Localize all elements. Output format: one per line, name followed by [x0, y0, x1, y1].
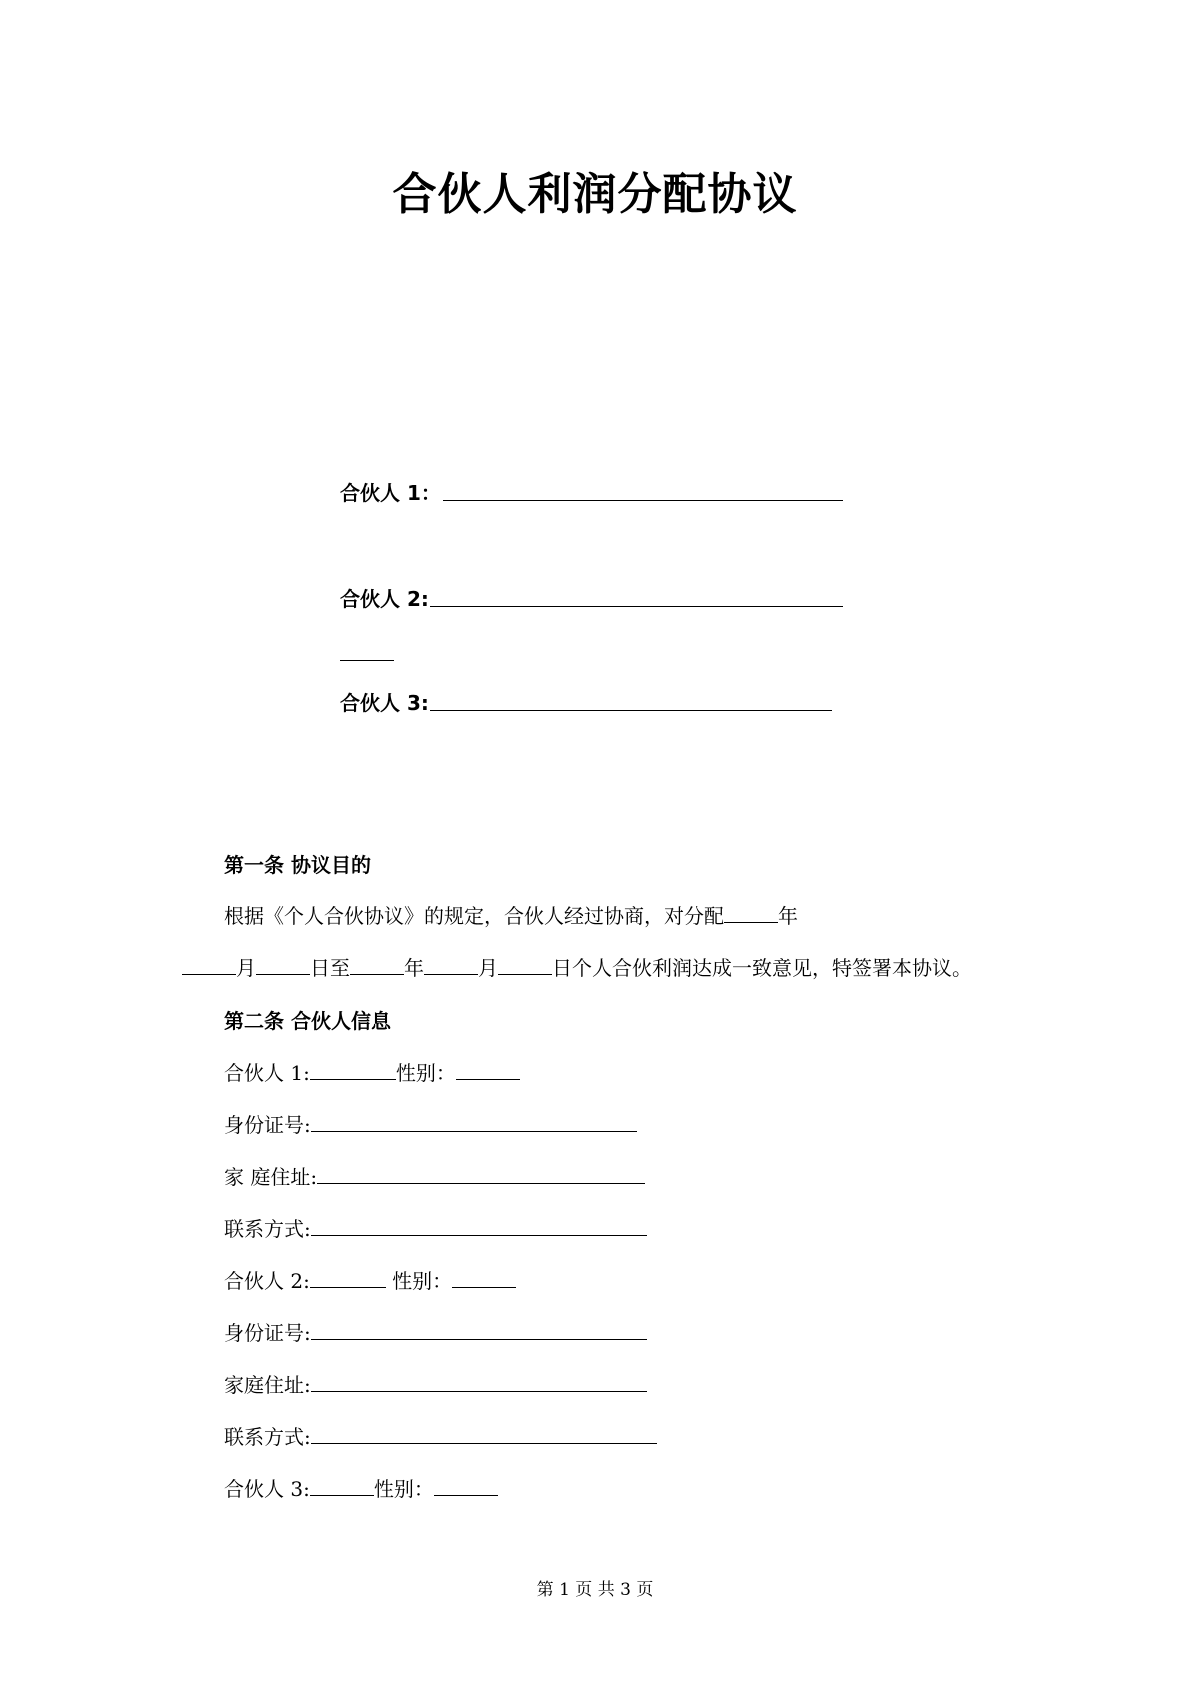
- partner1-gender-blank[interactable]: [456, 1061, 520, 1080]
- partner3-gender-label: 性别：: [373, 1477, 434, 1501]
- partner2-contact-row: [224, 1421, 657, 1450]
- year-blank-continued[interactable]: [182, 956, 236, 975]
- partner2-id-row: [224, 1317, 647, 1346]
- partner1-gender-label: 性别：: [395, 1061, 456, 1085]
- partner2-gender-label: 性别：: [385, 1269, 453, 1293]
- partner2-row: [224, 1265, 516, 1294]
- partner3-gender-blank[interactable]: [434, 1477, 498, 1496]
- partner3-row: [224, 1473, 498, 1502]
- article1-heading: 第一条 协议目的: [224, 853, 371, 877]
- cover-partner2-blank[interactable]: [430, 606, 843, 607]
- year2-blank[interactable]: [350, 956, 404, 975]
- article1-line2: [182, 952, 972, 981]
- partner1-contact-row: [224, 1213, 647, 1242]
- partner2-gender-blank[interactable]: [452, 1269, 516, 1288]
- day-to-label: 日至: [310, 956, 350, 980]
- month-label: 月: [236, 956, 256, 980]
- partner2-id-blank[interactable]: [311, 1321, 647, 1340]
- partner2-address-label: 家庭住址:: [224, 1373, 311, 1397]
- partner2-contact-label: 联系方式:: [224, 1425, 311, 1449]
- partner2-id-label: 身份证号:: [224, 1321, 311, 1345]
- document-title: 合伙人利润分配协议: [392, 169, 798, 220]
- article1-tail-text: 日个人合伙利润达成一致意见，特签署本协议。: [552, 956, 972, 980]
- day-blank[interactable]: [256, 956, 310, 975]
- day2-blank[interactable]: [498, 956, 552, 975]
- partner2-name-blank[interactable]: [310, 1269, 386, 1288]
- partner2-address-row: [224, 1369, 647, 1398]
- partner3-label: 合伙人 3:: [224, 1477, 310, 1501]
- cover-partner2-label: 合伙人 2:: [340, 587, 429, 611]
- partner1-id-label: 身份证号:: [224, 1113, 311, 1137]
- cover-partner2-blank-continued[interactable]: [340, 660, 394, 661]
- partner2-label: 合伙人 2:: [224, 1269, 310, 1293]
- partner1-label: 合伙人 1:: [224, 1061, 310, 1085]
- year-blank[interactable]: [724, 904, 778, 923]
- month2-blank[interactable]: [424, 956, 478, 975]
- partner1-address-label: 家 庭住址:: [224, 1165, 318, 1189]
- cover-partner3-blank[interactable]: [430, 710, 832, 711]
- month2-label: 月: [478, 956, 498, 980]
- partner1-contact-blank[interactable]: [311, 1217, 647, 1236]
- year-label: 年: [778, 904, 798, 928]
- partner1-name-blank[interactable]: [310, 1061, 396, 1080]
- partner2-contact-blank[interactable]: [311, 1425, 657, 1444]
- partner1-id-row: [224, 1109, 637, 1138]
- cover-partner1-label: 合伙人 1：: [340, 481, 441, 505]
- article1-line1-text: 根据《个人合伙协议》的规定，合伙人经过协商，对分配: [224, 904, 724, 928]
- partner1-row: [224, 1057, 520, 1086]
- year2-label: 年: [404, 956, 424, 980]
- cover-partner1-blank[interactable]: [443, 500, 843, 501]
- cover-partner3-label: 合伙人 3:: [340, 691, 429, 715]
- partner1-address-row: [224, 1161, 645, 1190]
- partner1-contact-label: 联系方式:: [224, 1217, 311, 1241]
- page-footer: 第 1 页 共 3 页: [536, 1580, 654, 1600]
- partner3-name-blank[interactable]: [310, 1477, 374, 1496]
- partner2-address-blank[interactable]: [311, 1373, 647, 1392]
- partner1-id-blank[interactable]: [311, 1113, 637, 1132]
- article2-heading: 第二条 合伙人信息: [224, 1009, 391, 1033]
- article1-line1: [224, 900, 798, 929]
- partner1-address-blank[interactable]: [317, 1165, 645, 1184]
